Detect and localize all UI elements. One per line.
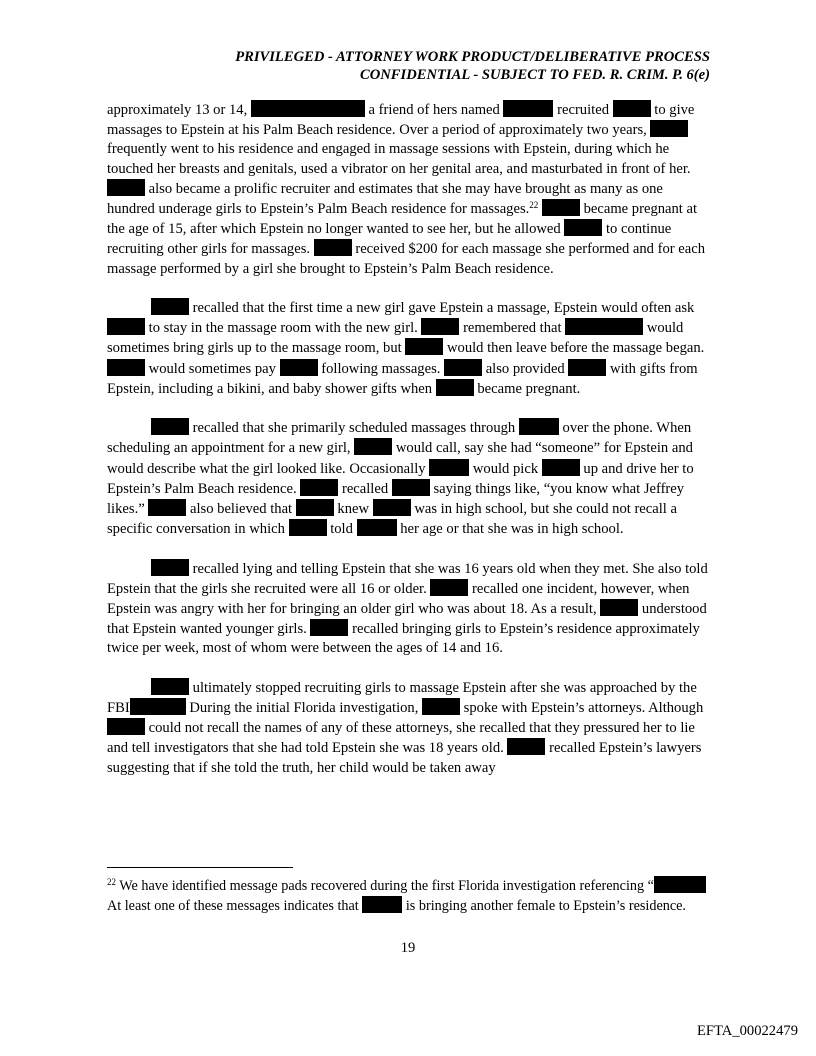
redaction	[654, 876, 706, 893]
paragraph-2: recalled that the first time a new girl gave Epstein a massage, Epstein would often ask to stay in the massage room with the new girl. remembered that would sometimes bring girls up to the massage room, but would then leave before the massage began. would sometimes pay following massages. also provided with gifts from Epstein, including a bikini, and baby shower gifts when became pregnant.	[107, 300, 705, 397]
redaction	[280, 359, 318, 376]
redaction	[151, 678, 189, 695]
redaction	[542, 199, 580, 216]
redaction	[542, 459, 580, 476]
redaction	[613, 100, 651, 117]
redaction	[565, 318, 643, 335]
redaction	[130, 698, 186, 715]
redaction	[314, 239, 352, 256]
redaction	[354, 438, 392, 455]
paragraph-4: recalled lying and telling Epstein that she was 16 years old when they met. She also told Epstein that the girls she recruited were all 16 or older. recalled one incident, however, when Epstein was angry with her for bringing an older girl who was about 18. As a result, understood that Epstein wanted younger girls. recalled bringing girls to Epstein’s residence approximately twice per week, most of whom were between the ages of 14 and 16.	[107, 560, 708, 657]
redaction	[429, 459, 469, 476]
redaction	[310, 619, 348, 636]
redaction	[421, 318, 459, 335]
body-text	[107, 100, 710, 797]
header-line-1: PRIVILEGED - ATTORNEY WORK PRODUCT/DELIBERATIVE PROCESS	[235, 49, 710, 65]
paragraph-3: recalled that she primarily scheduled massages through over the phone. When scheduling an appointment for a new girl, would call, say she had “someone” for Epstein and would describe what the girl looked like. Occasionally would pick up and drive her to Epstein’s Palm Beach residence. recalled saying things like, “you know what Jeffrey likes.” also believed that knew was in high school, but she could not recall a specific conversation in which told her age or that she was in high school.	[107, 420, 694, 538]
redaction	[357, 519, 397, 536]
paragraph-1: approximately 13 or 14, a friend of hers named recruited to give massages to Epstein at his Palm Beach residence. Over a period of approximately two years, frequently went to his residence and engaged in massage sessions with Epstein, during which he touched her breasts and genitals, used a vibrator on her genital area, and masturbated in front of her. also became a prolific recruiter and estimates that she may have brought as many as one hundred underage girls to Epstein’s Palm Beach residence for massages.$^{22}$ became pregnant at the age of 15, after which Epstein no longer wanted to see her, but he allowed to continue recruiting other girls for massages. received $200 for each massage she performed and for each massage performed by a girl she brought to Epstein’s Palm Beach residence.	[107, 102, 706, 277]
redaction	[405, 338, 443, 355]
redaction	[151, 418, 189, 435]
redaction	[507, 738, 545, 755]
redaction	[422, 698, 460, 715]
redaction	[107, 318, 145, 335]
redaction	[300, 479, 338, 496]
redaction	[362, 896, 402, 913]
redaction	[151, 298, 189, 315]
redaction	[373, 499, 411, 516]
redaction	[444, 359, 482, 376]
redaction	[650, 120, 688, 137]
header-line-2: CONFIDENTIAL - SUBJECT TO FED. R. CRIM. P. 6(e)	[359, 67, 710, 83]
redaction	[107, 179, 145, 196]
footnote-divider	[107, 867, 293, 868]
redaction	[436, 379, 474, 396]
redaction	[503, 100, 553, 117]
redaction	[107, 718, 145, 735]
footnote-reference: 22	[529, 200, 539, 211]
redaction	[430, 579, 468, 596]
redaction	[568, 359, 606, 376]
redaction	[600, 599, 638, 616]
page-number: 19	[400, 940, 416, 956]
redaction	[151, 559, 189, 576]
redaction	[107, 359, 145, 376]
paragraph-5: ultimately stopped recruiting girls to massage Epstein after she was approached by the FBI During the initial Florida investigation, spoke with Epstein’s attorneys. Although could not recall the names of any of these attorneys, she recalled that they pressured her to lie and tell investigators that she had told Epstein she was 18 years old. recalled Epstein’s lawyers suggesting that if she told the truth, her child would be taken away	[107, 679, 704, 776]
redaction	[289, 519, 327, 536]
privilege-header	[90, 48, 710, 84]
redaction	[564, 219, 602, 236]
redaction	[296, 499, 334, 516]
redaction	[251, 100, 365, 117]
footnote-number: 22	[107, 877, 116, 887]
redaction	[148, 499, 186, 516]
redaction	[392, 479, 430, 496]
redaction	[519, 418, 559, 435]
document-id: EFTA_00022479	[697, 1023, 798, 1039]
footnote-22: $^{22}$ We have identified message pads recovered during the first Florida investigation referencing “ At least one of these messages indicates that is bringing another female to Epstein’s residence.	[107, 876, 710, 916]
